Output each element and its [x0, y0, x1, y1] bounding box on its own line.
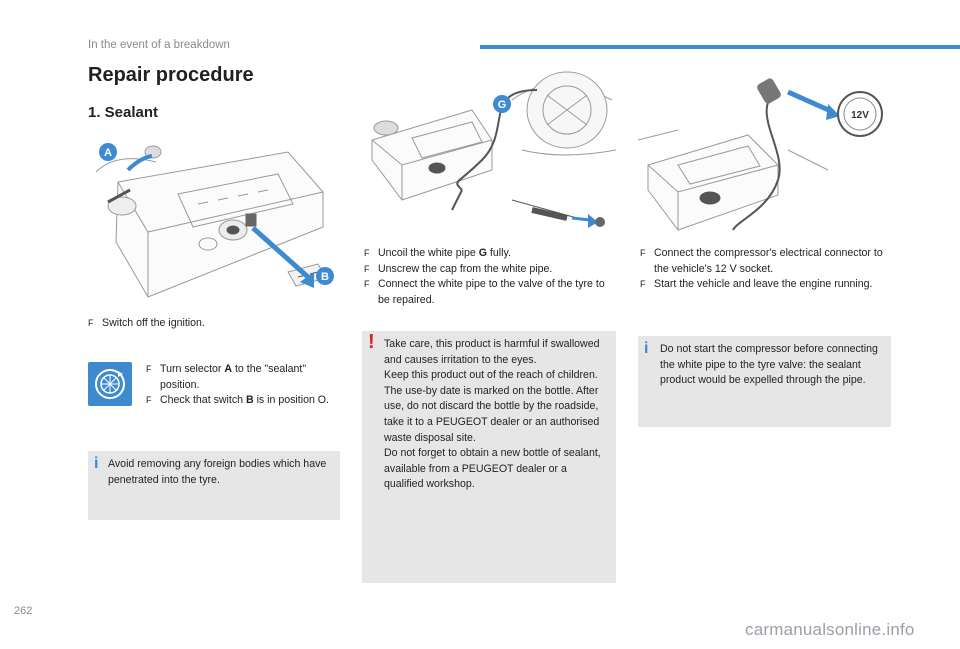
checkbox-bullet-icon: F	[146, 364, 152, 374]
checkbox-bullet-icon: F	[364, 248, 370, 258]
list-item: F Connect the compressor's electrical connector to the vehicle's 12 V socket.	[640, 247, 883, 275]
info-text: Do not start the compressor before connecting the white pipe to the tyre valve: the sealant product would be expelled through the pipe.	[660, 343, 878, 387]
page-number: 262	[14, 605, 33, 617]
socket-label: 12V	[851, 110, 869, 121]
checkbox-bullet-icon: F	[640, 279, 646, 290]
label-g: G	[497, 99, 507, 111]
warning-icon: !	[368, 331, 375, 353]
checkbox-bullet-icon: F	[364, 279, 370, 290]
label-a: A	[104, 147, 112, 159]
page-title: Repair procedure	[88, 64, 254, 86]
compressor-info-box	[638, 336, 891, 427]
selector-step-list	[146, 362, 338, 409]
list-item: F Start the vehicle and leave the engine running.	[640, 277, 890, 293]
header-accent-bar	[480, 45, 960, 49]
list-item: F Unscrew the cap from the white pipe.	[364, 262, 614, 278]
list-item: F Switch off the ignition.	[88, 316, 338, 332]
checkbox-bullet-icon: F	[640, 248, 646, 258]
foreign-bodies-info-box	[88, 451, 340, 520]
compressor-selector-illustration	[88, 132, 340, 312]
list-item: F Uncoil the white pipe G fully.	[364, 246, 614, 262]
section-subtitle: 1. Sealant	[88, 104, 159, 121]
info-icon: i	[644, 340, 649, 357]
compressor-step-list	[640, 246, 890, 293]
warning-text: Take care, this product is harmful if swallowed and causes irritation to the eyes.	[384, 338, 600, 366]
watermark: carmanualsonline.info	[745, 620, 915, 639]
warning-text: The use-by date is marked on the bottle. After use, do not discard the bottle by the roadside, take it to a PEUGEOT dealer or an authorised waste disposal site.	[384, 384, 600, 444]
warning-text: Do not forget to obtain a new bottle of sealant, available from a PEUGEOT dealer or a qualified workshop.	[384, 447, 601, 491]
warning-text: Keep this product out of the reach of children.	[384, 369, 598, 382]
info-text: Avoid removing any foreign bodies which have penetrated into the tyre.	[108, 458, 327, 486]
sealant-mode-icon	[88, 362, 132, 406]
pipe-step-list	[364, 246, 614, 308]
ignition-step-list	[88, 316, 338, 332]
list-item: F Check that switch B is in position O.	[146, 393, 338, 409]
list-item: F Turn selector A to the "sealant" position.	[146, 363, 307, 391]
checkbox-bullet-icon: F	[146, 395, 152, 406]
checkbox-bullet-icon: F	[364, 263, 370, 274]
sealant-pipe-illustration	[362, 70, 616, 240]
checkbox-bullet-icon: F	[88, 318, 94, 328]
12v-socket-illustration	[638, 70, 892, 240]
section-header: In the event of a breakdown	[88, 39, 230, 51]
info-icon: i	[94, 455, 99, 472]
label-b: B	[321, 271, 329, 283]
harmful-warning-box	[362, 331, 616, 583]
list-item: F Connect the white pipe to the valve of the tyre to be repaired.	[364, 278, 605, 306]
